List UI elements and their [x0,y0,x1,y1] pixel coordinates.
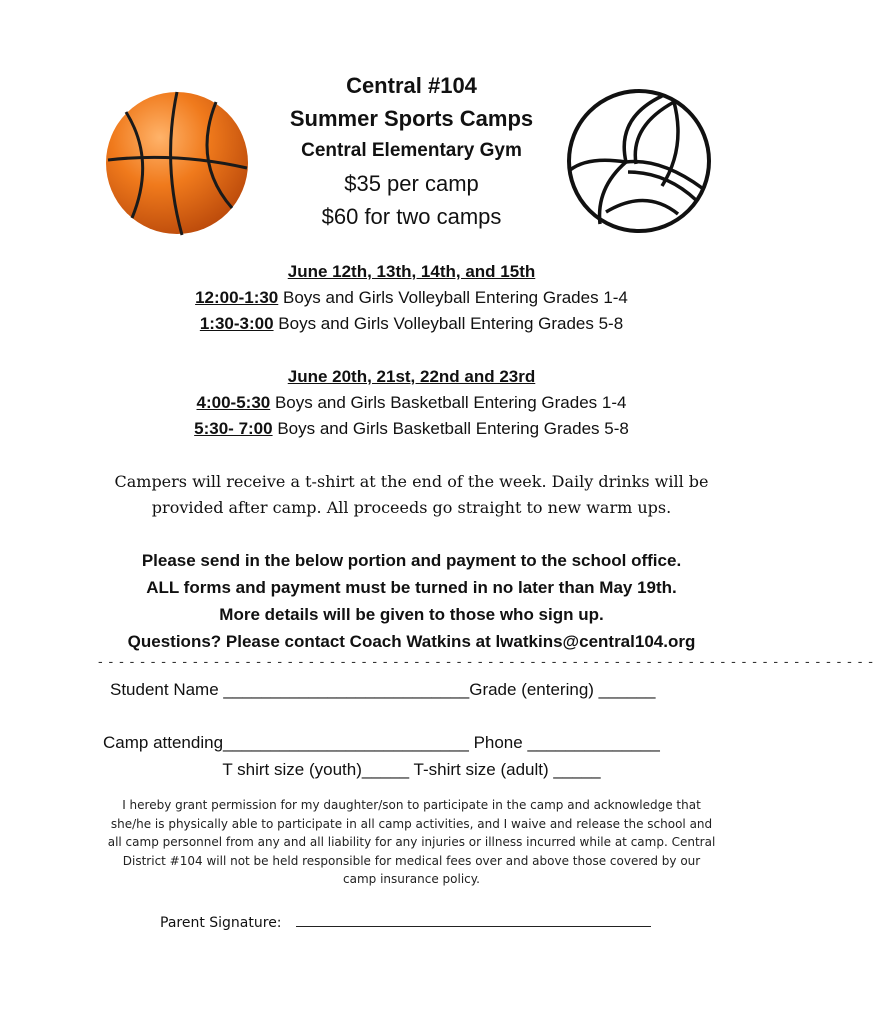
waiver-line: all camp personnel from any and all liability for any injuries or illness incurred while at camp. Central [107,835,716,849]
note-line: Campers will receive a t-shirt at the end of the week. Daily drinks will be [114,472,709,491]
parent-signature-row [160,910,651,931]
instructions [40,547,783,655]
instruction-line: Questions? Please contact Coach Watkins at lwatkins@central104.org [127,632,696,651]
price-single: $35 per camp [344,171,479,196]
waiver-line: camp insurance policy. [343,872,480,886]
instruction-line: Please send in the below portion and payment to the school office. [141,551,682,570]
waiver-line: I hereby grant permission for my daughter/son to participate in the camp and acknowledge that [122,798,701,812]
flyer-header [200,70,623,233]
title-line-2: Summer Sports Camps [289,106,534,131]
session-desc: Boys and Girls Volleyball Entering Grades 5-8 [273,314,624,333]
session-row [0,390,823,416]
session-row [0,311,823,337]
session-desc: Boys and Girls Basketball Entering Grades 1-4 [270,393,627,412]
waiver-line: she/he is physically able to participate in all camp activities, and I waive and release the school and [110,816,713,831]
session-desc: Boys and Girls Volleyball Entering Grades 1-4 [278,288,628,307]
schedule-block-volleyball [0,259,823,337]
title-line-1: Central #104 [346,73,477,98]
student-name-field[interactable]: Student Name __________________________Grade (entering) ______ [110,680,656,699]
session-row [0,285,823,311]
signature-label: Parent Signature: [160,915,282,931]
signature-line[interactable] [296,910,651,927]
session-time: 1:30-3:00 [199,314,274,333]
session-time: 12:00-1:30 [195,288,279,307]
waiver-line: District #104 will not be held responsible for medical fees over and above those covered by our [122,853,701,868]
price-double: $60 for two camps [321,204,502,229]
location: Central Elementary Gym [301,140,522,161]
instruction-line: More details will be given to those who sign up. [219,605,604,624]
session-time: 4:00-5:30 [196,393,271,412]
instruction-line: ALL forms and payment must be turned in no later than May 19th. [146,578,677,597]
schedule-block-basketball [0,364,823,442]
schedule-dates: June 12th, 13th, 14th, and 15th [287,262,536,281]
session-desc: Boys and Girls Basketball Entering Grades 5-8 [272,419,629,438]
cut-line-divider: - - - - - - - - - - - - - - - - - - - - - - - - - - - - - - - - - - - - - - - - - - - - - - - - - - - - - - - - - - - - - - - - - - - - - - - - - - [98,653,874,669]
permission-waiver [90,796,733,889]
tshirt-size-field[interactable]: T shirt size (youth)_____ T-shirt size (adult) _____ [222,760,601,779]
schedule-dates: June 20th, 21st, 22nd and 23rd [287,367,536,386]
session-row [0,416,823,442]
note-line: provided after camp. All proceeds go straight to new warm ups. [151,498,672,517]
camp-note [60,469,763,521]
session-time: 5:30- 7:00 [194,419,273,438]
camp-phone-field[interactable]: Camp attending__________________________ Phone ______________ [103,733,660,752]
